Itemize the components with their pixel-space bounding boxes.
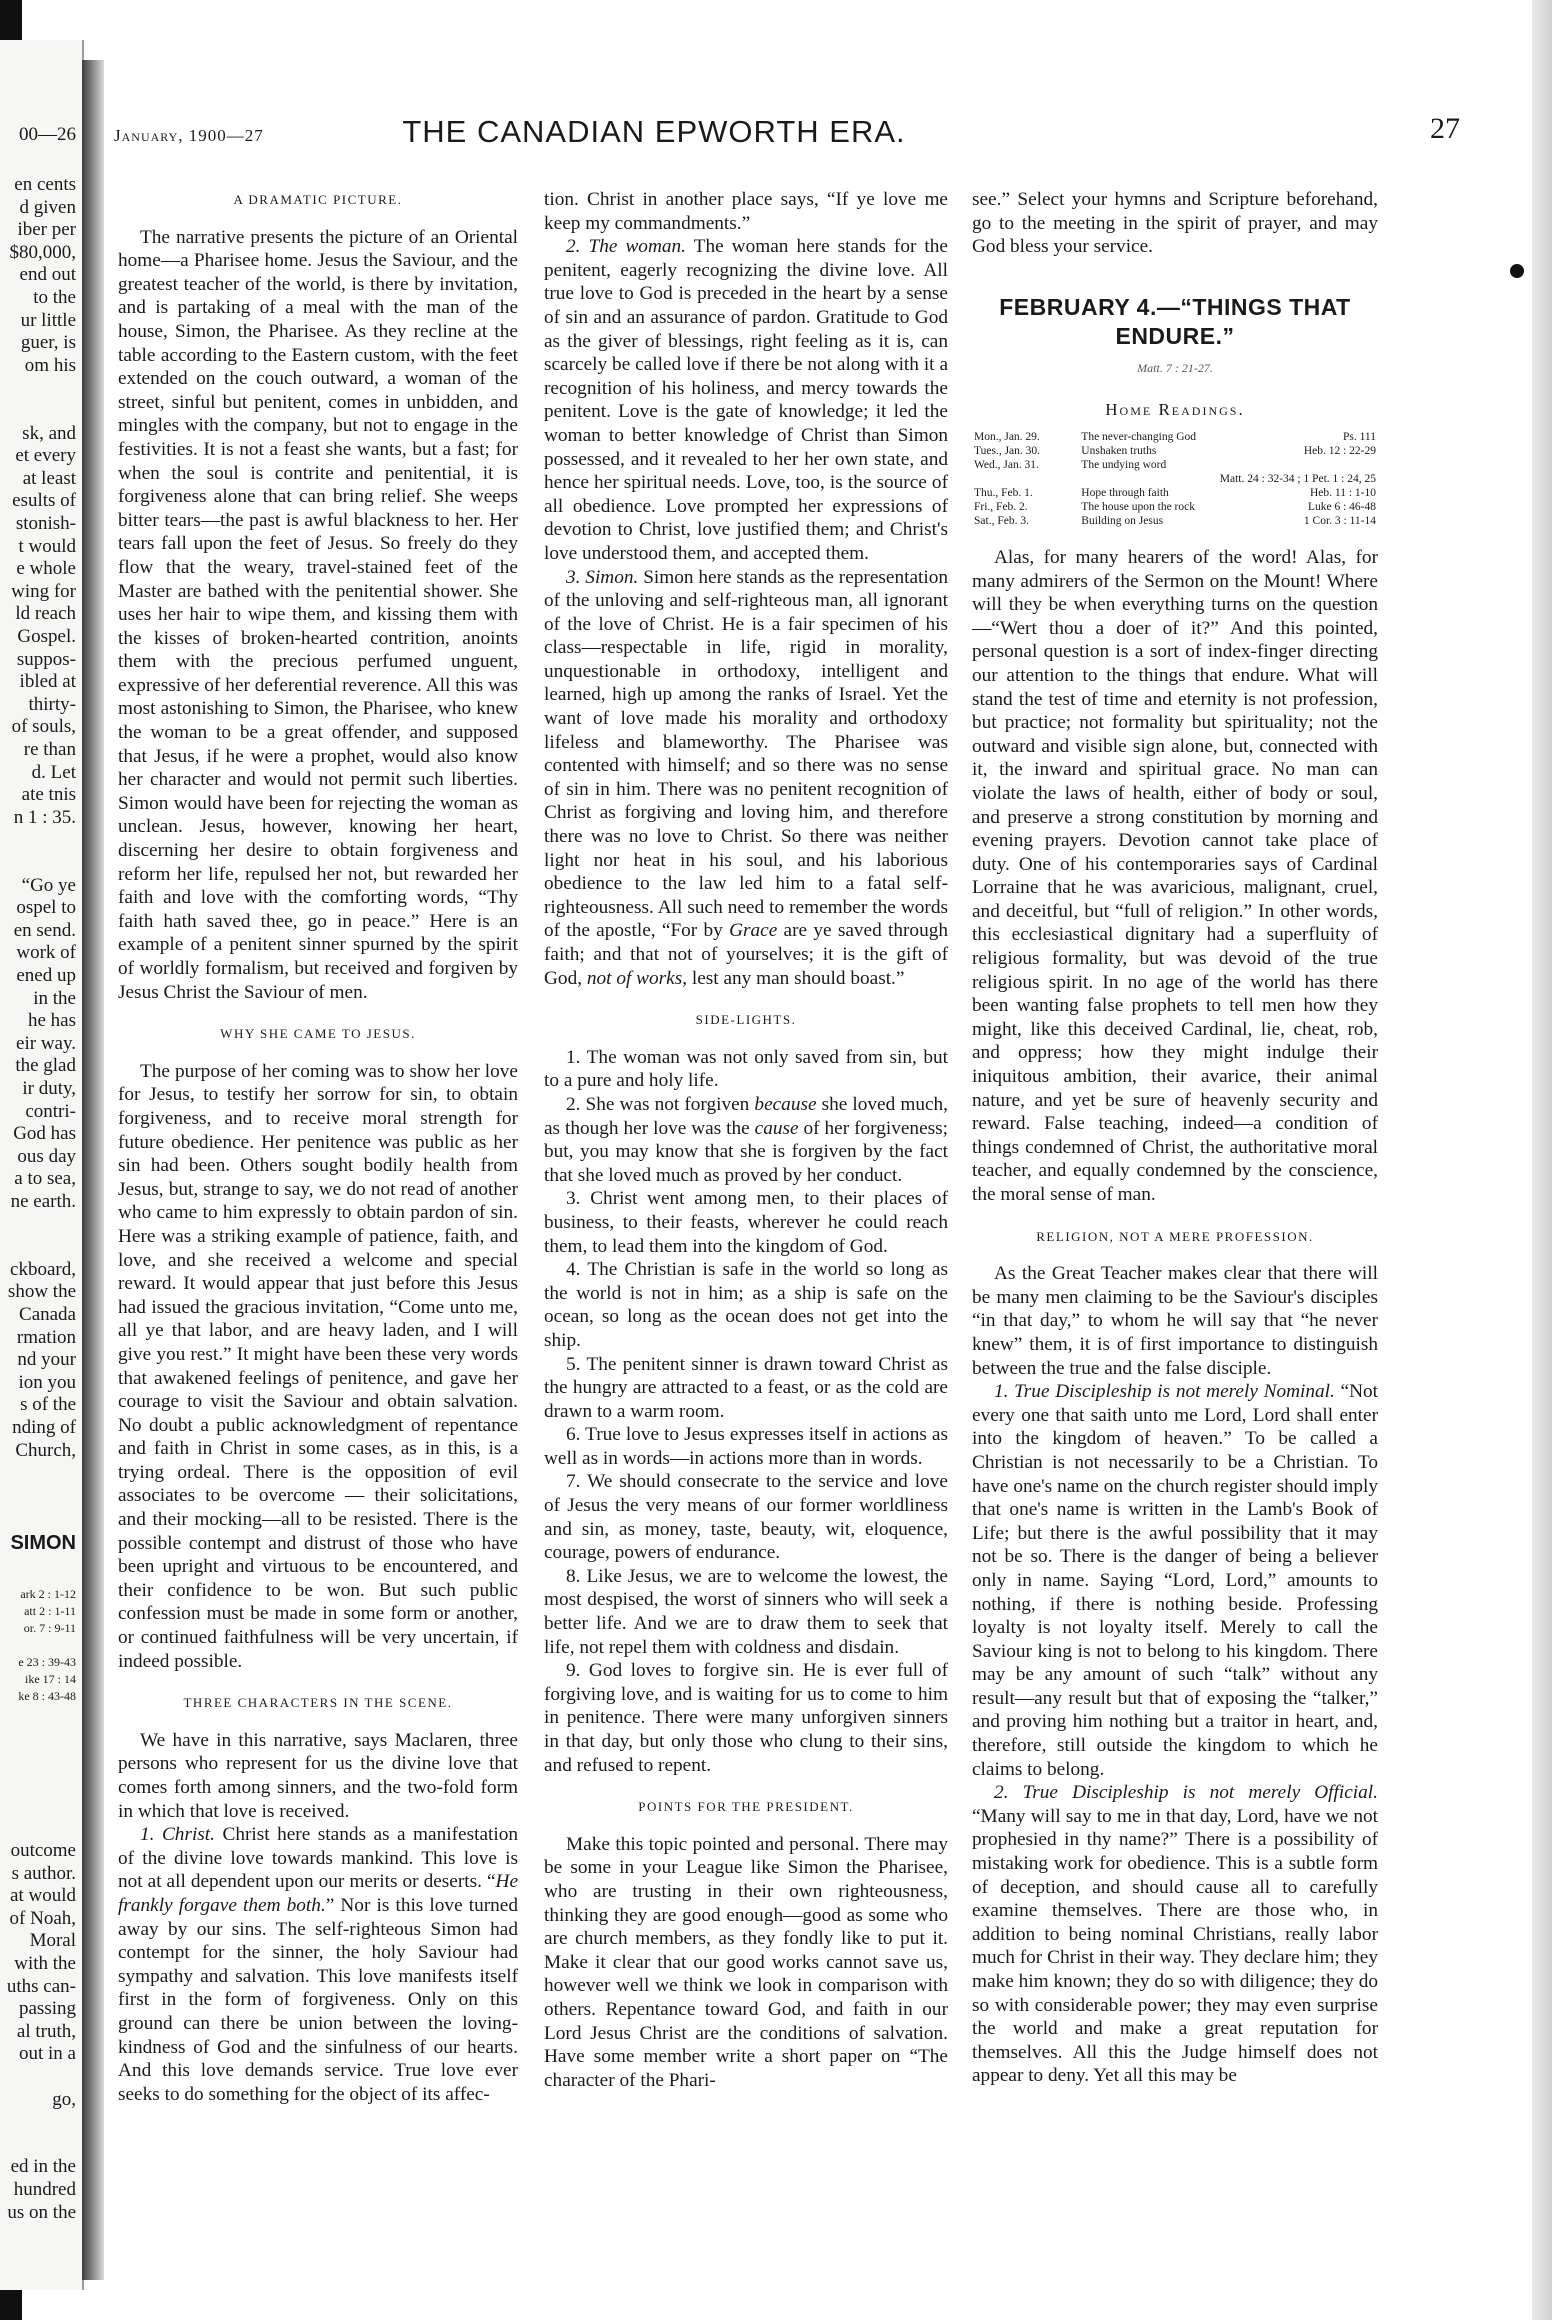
prev-page-line: or. 7 : 9-11 bbox=[23, 1621, 76, 1635]
topic-heading: FEBRUARY 4.—“THINGS THAT ENDURE.” bbox=[999, 293, 1351, 349]
prev-page-line: of souls, bbox=[11, 716, 76, 738]
ink-dot bbox=[1510, 264, 1524, 278]
prev-page-line: Moral bbox=[29, 1930, 76, 1952]
prev-page-line: att 2 : 1-11 bbox=[24, 1604, 76, 1618]
italic-word: not of works bbox=[586, 967, 683, 989]
prev-page-line: en send. bbox=[13, 919, 76, 941]
reading-text: The house upon the rock bbox=[1081, 500, 1195, 513]
prev-page-line: ckboard, bbox=[10, 1258, 76, 1280]
prev-page-line: eir way. bbox=[16, 1032, 76, 1054]
paragraph: Alas, for many hearers of the word! Alas, for many admirers of the Sermon on the Mount! Where will they be when everything turns on the question—“Wert thou a doer of it?” And this pointed, personal question is a sort of index-finger directing our attention to the things that endure. What will stand the test of time and eternity is not profession, but practice; not formality but spirituality; not the outward and visible sign alone, but, connected with it, the inward and spiritual grace. No man can violate the laws of health, either of body or soul, and preserve a strong constitution by morning and evening prayers. Devotion cannot take place of duty. One of his contemporaries says of Cardinal Lorraine that he was avaricious, malignant, cruel, and deceitful, but “full of religion.” In other words, this ecclesiastical dignitary had a superfluity of religious formality, but was devoid of the true religious spirit. In no age of the world has there been wanting false prophets to tell men how they might, like this deceived Cardinal, lie, cheat, rob, and oppress; how they might indulge their iniquitous ambition, their avarice, their animal nature, and yet be sure of heavenly security and reward. False teaching, indeed—a condition of things condemned of Christ, the authoritative moral teacher, and equally condemned by the conscience, the moral sense of man. bbox=[972, 546, 1378, 1205]
prev-page-line: out in a bbox=[19, 2043, 76, 2065]
paragraph bbox=[118, 1823, 518, 2106]
prev-page-line: nd your bbox=[17, 1349, 76, 1371]
column-2 bbox=[544, 188, 948, 2092]
prev-page-line: ark 2 : 1-12 bbox=[20, 1587, 76, 1601]
prev-page-line: Canada bbox=[19, 1304, 76, 1325]
italic-label: 2. The woman. bbox=[566, 236, 686, 258]
prev-page-line: s author. bbox=[11, 1862, 76, 1884]
reading-text: Hope through faith bbox=[1081, 486, 1169, 499]
prev-page-line: at least bbox=[22, 467, 76, 489]
paragraph: see.” Select your hymns and Scripture beforehand, go to the meeting in the spirit of prayer, and may God bless your service. bbox=[972, 189, 1378, 258]
prev-page-line: ld reach bbox=[15, 603, 76, 625]
paragraph: Make this topic pointed and personal. There may be some in your League like Simon the Pharisee, who are trusting in their own righteousness, thinking they are good enough—good as some who are church members, as they fondly like to put it. Make it clear that our good works cannot save us, however well we think we look in comparison with others. Repentance toward God, and faith in our Lord Jesus Christ are the conditions of salvation. Have some member write a short paper on “The character of the Phari- bbox=[544, 1833, 948, 2091]
prev-page-line: with the bbox=[14, 1953, 76, 1974]
section-title-side-lights: SIDE-LIGHTS. bbox=[695, 1012, 797, 1028]
italic-label: 2. True Discipleship is not merely Official. bbox=[994, 1782, 1378, 1804]
prev-page-line: rmation bbox=[16, 1326, 76, 1348]
prev-page-line: ate tnis bbox=[21, 784, 76, 806]
side-light-item: 9. God loves to forgive sin. He is ever full of forgiving love, and is waiting for us to come to him in penitence. There were many unforgiven sinners in that day, but only those who clung to their sins, and refused to repent. bbox=[544, 1660, 948, 1776]
paragraph bbox=[972, 1781, 1378, 2088]
prev-page-line: work of bbox=[16, 942, 76, 964]
text-span: “Many will say to me in that day, Lord, have we not prophesied in thy name?” There is a possibility of mistaking work for obedience. This is a subtle form of deception, and should cause all to carefully examine themselves. There are those who, in addition to being nominal Christians, really labor much for Christ in their way. They declare him; they make him known; they do so with diligence; they do so with considerable power; they may even surprise the world and make a great reputation for themselves. All this the Judge himself does not appear to deny. Yet all this may be bbox=[972, 1805, 1378, 2087]
paragraph bbox=[544, 235, 948, 565]
paragraph: The purpose of her coming was to show her love for Jesus, to testify her sorrow for sin, to obtain forgiveness, and to receive moral strength for future obedience. Her penitence was public as her sin had been. Others sought bodily health from Jesus, but, strange to say, we do not read of another who came to him expressly to obtain pardon of sin. Here was a striking example of patience, faith, and love, and she received a welcome and special reward. It would appear that just before this Jesus had issued the gracious invitation, “Come unto me, all ye that labor, and are heavy laden, and I will give you rest.” It might have been these very words that awakened feelings of penitence, and gave her courage to visit the Saviour and obtain salvation. No doubt a public acknowledgment of repentance and faith in Christ in some cases, as in this, is a trying ordeal. There is the opposition of evil associates to be overcome — their solicitations, and their mocking—all to be resisted. There is the possible contempt and distrust of those who have been upright and virtuous to be encountered, and their confidence to be won. But such public confession must be made in some form or another, or continued faithfulness will be very uncertain, if indeed possible. bbox=[118, 1060, 518, 1672]
previous-page-fragment bbox=[0, 40, 84, 2290]
prev-page-line: ion you bbox=[18, 1371, 76, 1393]
paragraph bbox=[544, 566, 948, 991]
prev-page-line: s of the bbox=[20, 1394, 76, 1416]
text-span: , lest any man should boast.” bbox=[682, 967, 905, 989]
reading-day: Thu., Feb. 1. bbox=[974, 486, 1033, 499]
reading-row bbox=[972, 500, 1378, 514]
prev-page-line: ur little bbox=[20, 309, 76, 331]
prev-page-line: t would bbox=[18, 535, 76, 557]
prev-page-line: guer, is bbox=[20, 332, 76, 354]
prev-page-line: nding of bbox=[12, 1417, 76, 1438]
reading-ref: Heb. 12 : 22-29 bbox=[1303, 444, 1376, 457]
prev-page-line: esults of bbox=[12, 490, 76, 512]
paragraph: As the Great Teacher makes clear that there will be many men claiming to be the Saviour's disciples “in that day,” to whom he will say that “he never knew” them, it is of first importance to distinguish between the true and the false disciple. bbox=[972, 1263, 1378, 1379]
text-span: Simon here stands as the representation of the unloving and self-righteous man, all ignorant of the love of Christ. He is a fair specimen of his class—respectable in life, rigid in morality, unquestionable in orthodoxy, intelligent and learned, high up among the ranks of Israel. Yet the want of love made his morality and orthodoxy lifeless and blameworthy. The Pharisee was contented with himself; and so there was no sense of sin in him. There was no penitent recognition of Christ as forgiving and loving him, and therefore there was no love to Christ. So there was neither light nor heat in his soul, and his laborious obedience to the law led him to a fatal self-righteousness. All such need to remember the words of the apostle, “For by bbox=[544, 566, 948, 942]
section-title-why-she-came: WHY SHE CAME TO JESUS. bbox=[220, 1026, 416, 1042]
prev-page-line: show the bbox=[7, 1281, 76, 1303]
reading-day: Wed., Jan. 31. bbox=[974, 458, 1039, 471]
prev-page-line: ibled at bbox=[19, 671, 76, 693]
page-number: 27 bbox=[1430, 112, 1460, 145]
reading-ref: Ps. 111 bbox=[1342, 430, 1376, 443]
italic-word: Grace bbox=[729, 920, 778, 942]
text-span: are ye saved through faith; and that not of yourselves; it is the gift of God, bbox=[544, 920, 948, 989]
prev-page-line: us on the bbox=[7, 2201, 76, 2223]
reading-text: Matt. 24 : 32-34 ; 1 Pet. 1 : 24, 25 bbox=[1219, 472, 1376, 485]
reading-row bbox=[972, 486, 1378, 500]
prev-page-line: in the bbox=[33, 987, 76, 1009]
side-light-item: 4. The Christian is safe in the world so long as the world is not in him; as a ship is safe on the ocean, so long as the ocean does not get into the ship. bbox=[544, 1259, 948, 1351]
text-span: of her forgiveness; but, you may know that she is forgiven by the fact that she loved much as proved by her conduct. bbox=[544, 1117, 948, 1186]
prev-page-line: thirty- bbox=[28, 693, 76, 715]
prev-page-line: Gospel. bbox=[17, 626, 76, 647]
reading-row bbox=[972, 430, 1378, 444]
prev-page-line: ike 17 : 14 bbox=[25, 1672, 76, 1686]
section-title-points-for-president: POINTS FOR THE PRESIDENT. bbox=[638, 1799, 854, 1815]
prev-page-line: e whole bbox=[16, 558, 76, 580]
prev-page-line: uths can- bbox=[6, 1975, 76, 1997]
prev-page-line: at would bbox=[10, 1885, 76, 1907]
reading-day bbox=[972, 472, 1079, 486]
prev-page-line: “Go ye bbox=[21, 874, 76, 896]
prev-page-line: of Noah, bbox=[9, 1907, 76, 1929]
prev-page-line: en cents bbox=[14, 174, 76, 195]
prev-page-line: ed in the bbox=[10, 2156, 76, 2178]
reading-row bbox=[972, 514, 1378, 528]
reading-text: The never-changing God bbox=[1081, 430, 1197, 443]
prev-page-line: om his bbox=[24, 354, 76, 376]
reading-row bbox=[972, 444, 1378, 458]
prev-page-line: God has bbox=[13, 1123, 76, 1145]
prev-page-line: wing for bbox=[11, 580, 76, 602]
prev-page-line: ospel to bbox=[16, 897, 76, 919]
italic-label: 3. Simon. bbox=[566, 566, 639, 588]
italic-word: cause bbox=[754, 1117, 799, 1139]
prev-page-line: ir duty, bbox=[22, 1078, 76, 1099]
prev-page-line: ne earth. bbox=[10, 1191, 76, 1212]
prev-page-line: a to sea, bbox=[14, 1168, 76, 1190]
section-title-dramatic-picture: A DRAMATIC PICTURE. bbox=[233, 192, 403, 207]
scripture-reference: Matt. 7 : 21-27. bbox=[1137, 360, 1213, 375]
magazine-page bbox=[104, 60, 1532, 2300]
paragraph: The narrative presents the picture of an Oriental home—a Pharisee home. Jesus the Saviour, and the greatest teacher of the world, is there by invitation, and is partaking of a meal with the man of the house, Simon, the Pharisee. As they recline at the table according to the Eastern custom, with the feet extended on the couch outward, a woman of the street, sinful but penitent, comes in unbidden, and mingles with the company, but not to engage in the festivities. It is not a feast she wants, but a fast; for when the soul is contrite and penitential, it is forgiveness alone that can bring relief. She weeps bitter tears—the past is awful blackness to her. Her tears fall upon the feet of Jesus. So freely do they flow that the weary, travel-stained feet of the Master are bathed with the penitential shower. She uses her hair to wipe them, and kissing them with the kisses of broken-hearted contrition, anoints them with the precious perfumed unguent, expressive of her deferential reverence. All this was most astonishing to Simon, the Pharisee, who knew the woman to be a great offender, and supposed that Jesus, if he were a prophet, would also know her character and would not permit such liberties. Simon would have been for rejecting the woman as unclean. Jesus, however, knowing her heart, discerning her desire to obtain forgiveness and reform her life, repulsed her not, but rewarded her faith and love with the comforting words, “Thy faith hath saved thee, go in peace.” Here is an example of a penitent sinner spurned by the spirit of worldly formalism, but received and forgiven by Jesus Christ the Saviour of men. bbox=[118, 226, 518, 1003]
reading-ref: 1 Cor. 3 : 11-14 bbox=[1303, 514, 1376, 527]
italic-quote: He frankly forgave them both. bbox=[118, 1871, 518, 1916]
italic-word: because bbox=[754, 1093, 817, 1115]
scan-edge-right bbox=[1532, 0, 1552, 2320]
prev-page-line: SIMON bbox=[10, 1532, 76, 1554]
text-span: 2. She was not forgiven bbox=[566, 1093, 755, 1115]
prev-page-line: end out bbox=[19, 264, 76, 286]
column-1 bbox=[118, 188, 518, 2106]
side-light-item: 3. Christ went among men, to their places of business, to their feasts, wherever he could reach them, to lead them into the kingdom of God. bbox=[544, 1188, 948, 1257]
prev-page-header: 00—26 bbox=[19, 124, 76, 145]
book-binding bbox=[82, 60, 104, 2280]
home-readings-title: Home Readings. bbox=[1105, 400, 1245, 420]
prev-page-line: e 23 : 39-43 bbox=[18, 1655, 76, 1669]
side-light-item: 5. The penitent sinner is drawn toward Christ as the hungry are attracted to a feast, or as the cold are drawn to a warm room. bbox=[544, 1353, 948, 1422]
running-head-date: January, 1900—27 bbox=[114, 126, 264, 145]
reading-ref bbox=[1261, 458, 1378, 472]
reading-ref: Luke 6 : 46-48 bbox=[1307, 500, 1376, 513]
prev-page-line: passing bbox=[19, 1998, 76, 2020]
reading-row bbox=[972, 458, 1378, 472]
paragraph: We have in this narrative, says Maclaren, three persons who represent for us the divine love that comes forth among sinners, and the two-fold form in which that love is received. bbox=[118, 1729, 518, 1822]
italic-label: 1. True Discipleship is not merely Nominal. bbox=[994, 1381, 1335, 1403]
reading-text: Building on Jesus bbox=[1081, 514, 1164, 527]
text-span: ” Nor is this love turned away by our sins. The self-righteous Simon had contempt for the sinner, the holy Saviour had sympathy and salvation. This love manifests itself first in the form of forgiveness. Only on this ground can there be union between the loving-kindness of God and the sinfulness of our hearts. And this love demands service. True love ever seeks to do something for the object of its affec- bbox=[118, 1894, 518, 2105]
prev-page-line: d given bbox=[19, 196, 76, 218]
prev-page-line: contri- bbox=[25, 1100, 76, 1122]
reading-day: Mon., Jan. 29. bbox=[974, 430, 1040, 443]
paragraph bbox=[972, 1380, 1378, 1781]
side-light-item: 7. We should consecrate to the service and love of Jesus the very means of our former worldliness and sin, as money, taste, beauty, wit, eloquence, courage, powers of endurance. bbox=[544, 1471, 948, 1564]
home-readings-table bbox=[972, 430, 1378, 528]
prev-page-line: the glad bbox=[15, 1055, 76, 1077]
prev-page-line: to the bbox=[33, 287, 76, 308]
prev-page-line: Church, bbox=[15, 1439, 76, 1461]
prev-page-line: stonish- bbox=[15, 513, 76, 534]
section-title-three-characters: THREE CHARACTERS IN THE SCENE. bbox=[183, 1695, 453, 1711]
reading-text: The undying word bbox=[1081, 458, 1167, 471]
side-light-item: 8. Like Jesus, we are to welcome the lowest, the most despised, the worst of sinners who will seek a better life. And we are to draw them to seek that life, not repel them with coldness and disdain. bbox=[544, 1565, 948, 1658]
reading-ref: Heb. 11 : 1-10 bbox=[1309, 486, 1376, 499]
prev-page-line: suppos- bbox=[16, 648, 76, 670]
text-span: Christ here stands as a manifestation of the divine love towards mankind. This love is not at all dependent upon our merits or deserts. “ bbox=[118, 1824, 518, 1893]
prev-page-line: d. Let bbox=[31, 761, 76, 783]
prev-page-line: n 1 : 35. bbox=[13, 806, 76, 828]
side-light-item: 6. True love to Jesus expresses itself in actions as well as in words—in actions more than in words. bbox=[544, 1424, 948, 1469]
column-3 bbox=[972, 188, 1378, 2088]
prev-page-line: ous day bbox=[17, 1145, 76, 1167]
section-title-religion: RELIGION, NOT A MERE PROFESSION. bbox=[1036, 1228, 1314, 1244]
prev-page-line: go, bbox=[52, 2088, 76, 2110]
magazine-title: THE CANADIAN EPWORTH ERA. bbox=[402, 114, 906, 149]
italic-label: 1. Christ. bbox=[140, 1824, 215, 1846]
prev-page-line: et every bbox=[15, 445, 76, 467]
prev-page-line: ened up bbox=[16, 965, 76, 986]
reading-text: Unshaken truths bbox=[1081, 444, 1157, 457]
prev-page-line: re than bbox=[23, 739, 76, 760]
side-light-item: 1. The woman was not only saved from sin, but to a pure and holy life. bbox=[544, 1046, 948, 1092]
reading-day: Tues., Jan. 30. bbox=[974, 444, 1041, 457]
prev-page-line: al truth, bbox=[16, 2020, 76, 2042]
paragraph: tion. Christ in another place says, “If ye love me keep my commandments.” bbox=[544, 189, 948, 234]
text-span: “Not every one that saith unto me Lord, Lord shall enter into the kingdom of heaven.” To be called a Christian is not necessarily to be a Christian. To have one's name on the church register should imply that one's name is written in the Lamb's Book of Life; but there is the awful possibility that it may not be so. There is the danger of being a believer only in name. Saying “Lord, Lord,” amounts to nothing, if there is nothing beside. Professing loyalty is not loyalty itself. Merely to call the Saviour king is not to belong to his kingdom. There may be any amount of such “talk” without any result—any result but that of exposing the “talker,” and proving him nothing but a traitor in heart, and, therefore, still outside the kingdom to which he claims to belong. bbox=[972, 1381, 1378, 1780]
reading-row bbox=[972, 472, 1378, 486]
reading-day: Fri., Feb. 2. bbox=[974, 500, 1028, 513]
prev-page-line: outcome bbox=[10, 1840, 76, 1861]
prev-page-line: $80,000, bbox=[9, 241, 76, 263]
prev-page-line: ke 8 : 43-48 bbox=[18, 1689, 76, 1703]
text-span: The woman here stands for the penitent, eagerly recognizing the divine love. All true love to God is preceded in the heart by a sense of sin and an assurance of pardon. Gratitude to God as the giver of blessings, right feeling as it is, can scarcely be called love if there be not along with it a recognition of his holiness, and mercy towards the penitent. Love is the gate of knowledge; it led the woman to better knowledge of Christ than Simon possessed, and it revealed to her her own state, and hence her spiritual needs. Love, too, is the source of all obedience. Love prompted her expressions of devotion to Christ, love justified them; and Christ's love understood them, and accepted them. bbox=[544, 236, 948, 564]
text-span: she loved much, as though her love was the bbox=[544, 1093, 948, 1139]
prev-page-line: sk, and bbox=[22, 422, 76, 444]
prev-page-line: hundred bbox=[13, 2179, 76, 2200]
prev-page-line: he has bbox=[27, 1010, 76, 1032]
side-light-item bbox=[544, 1093, 948, 1187]
reading-day: Sat., Feb. 3. bbox=[974, 514, 1029, 527]
prev-page-line: iber per bbox=[17, 219, 76, 241]
